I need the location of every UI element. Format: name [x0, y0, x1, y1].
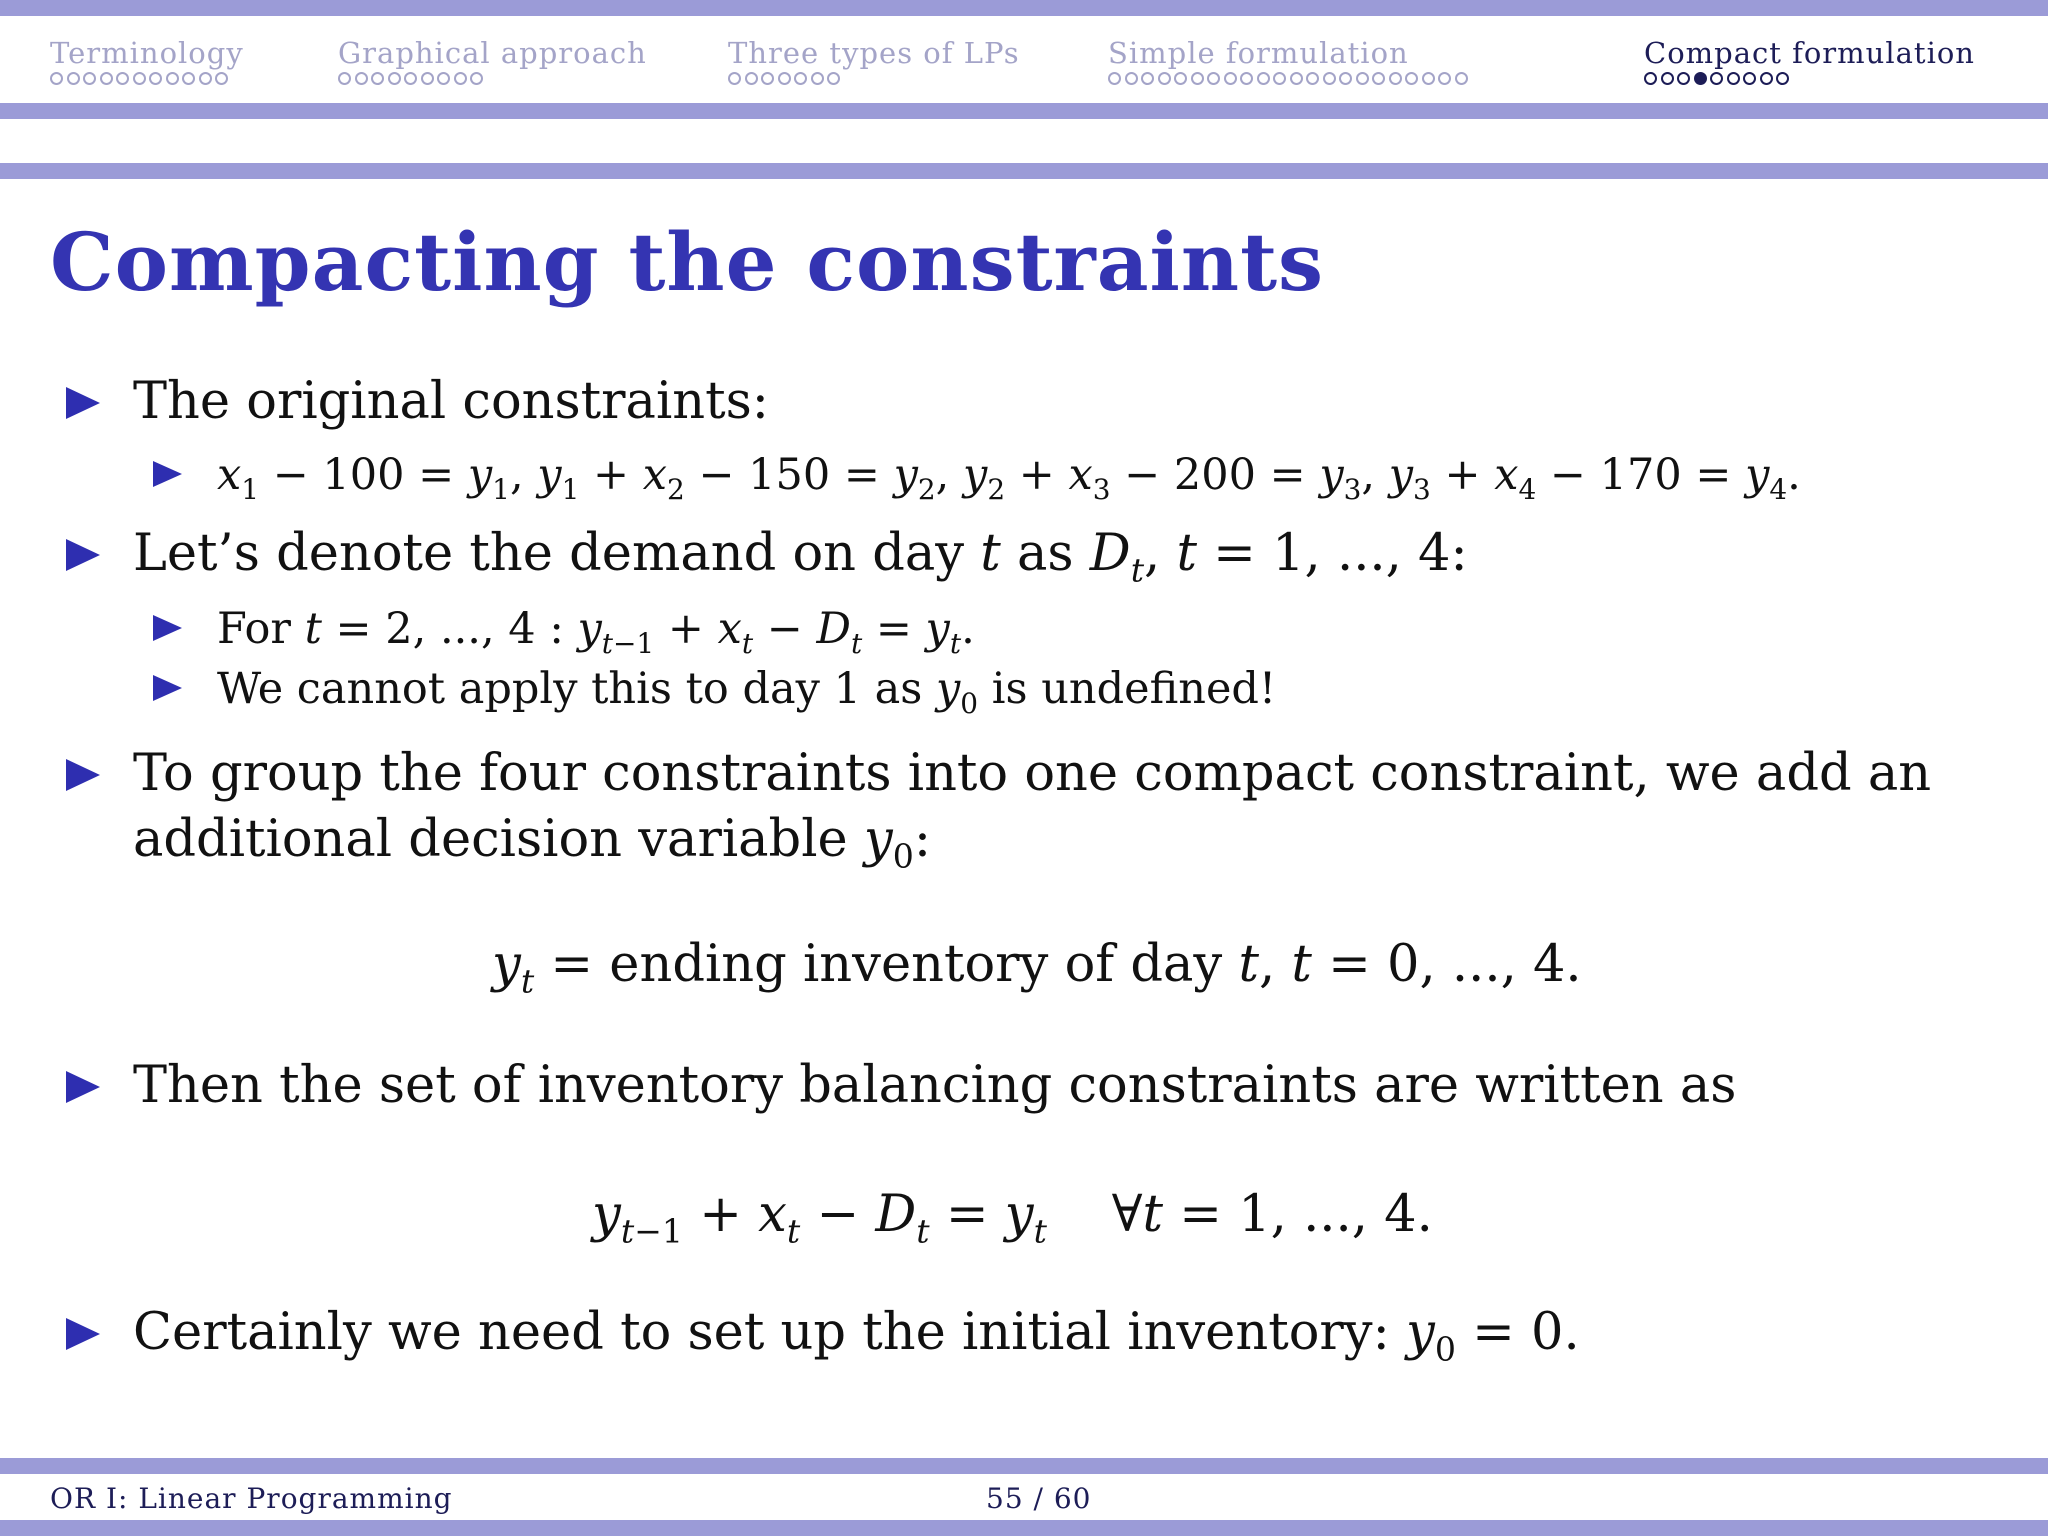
nav-frame-dot-icon[interactable]	[1191, 72, 1204, 85]
nav-frame-dot-icon[interactable]	[371, 72, 384, 85]
nav-section-label: Simple formulation	[1108, 36, 1409, 70]
bullet-icon	[153, 675, 182, 701]
nav-dots	[50, 72, 244, 85]
nav-frame-dot-icon[interactable]	[761, 72, 774, 85]
nav-section-label: Three types of LPs	[728, 36, 1020, 70]
nav-frame-dot-icon[interactable]	[404, 72, 417, 85]
display-equation-ending-inventory: $y_t$ = ending inventory of day t, t = 0, ..., 4.	[492, 935, 1582, 1001]
nav-frame-dot-icon[interactable]	[1141, 72, 1154, 85]
nav-frame-dot-icon[interactable]	[1776, 72, 1789, 85]
title-band	[0, 163, 2048, 179]
footer-course-title: OR I: Linear Programming	[50, 1482, 453, 1515]
bullet-group-constraints-continued: additional decision variable $y_0$:	[133, 810, 932, 876]
nav-frame-dot-icon[interactable]	[149, 72, 162, 85]
nav-frame-dot-icon[interactable]	[100, 72, 113, 85]
bullet-icon	[153, 615, 182, 641]
nav-frame-dot-icon[interactable]	[1372, 72, 1385, 85]
display-equation-balance: $y_{t-1} + x_t - D_t = y_t$ ∀t = 1, ..., 4.	[592, 1185, 1433, 1251]
bullet-group-constraints-text: additional decision variable	[133, 810, 848, 869]
nav-section-label: Graphical approach	[338, 36, 647, 70]
nav-frame-dot-icon[interactable]	[1438, 72, 1451, 85]
bullet-icon	[66, 1071, 100, 1103]
nav-frame-dot-icon[interactable]	[778, 72, 791, 85]
nav-section-label: Compact formulation	[1644, 36, 1975, 70]
nav-frame-dot-icon[interactable]	[50, 72, 63, 85]
nav-frame-dot-icon[interactable]	[1290, 72, 1303, 85]
bullet-original-constraints: The original constraints:	[133, 372, 769, 431]
footer-page-number: 55 / 60	[986, 1482, 1092, 1515]
nav-frame-dot-icon[interactable]	[355, 72, 368, 85]
nav-dots	[728, 72, 1020, 85]
bullet-icon	[66, 539, 100, 571]
nav-frame-dot-icon[interactable]	[1174, 72, 1187, 85]
nav-dots	[338, 72, 647, 85]
nav-frame-dot-icon[interactable]	[67, 72, 80, 85]
nav-frame-dot-icon[interactable]	[166, 72, 179, 85]
nav-frame-dot-icon[interactable]	[1240, 72, 1253, 85]
nav-frame-dot-icon[interactable]	[1389, 72, 1402, 85]
nav-frame-dot-icon[interactable]	[437, 72, 450, 85]
nav-frame-dot-icon[interactable]	[1339, 72, 1352, 85]
nav-section-three-types[interactable]	[728, 38, 1020, 85]
nav-frame-dot-icon[interactable]	[794, 72, 807, 85]
nav-section-compact-formulation[interactable]	[1644, 38, 1975, 85]
nav-frame-dot-icon[interactable]	[1694, 72, 1707, 85]
slide-title: Compacting the constraints	[50, 215, 1325, 309]
nav-frame-dot-icon[interactable]	[1422, 72, 1435, 85]
nav-frame-dot-icon[interactable]	[1455, 72, 1468, 85]
bullet-icon	[153, 461, 182, 487]
footer-bar-top	[0, 1458, 2048, 1474]
nav-frame-dot-icon[interactable]	[728, 72, 741, 85]
bullet-initial-inventory-text: Certainly we need to set up the initial inventory:	[133, 1303, 1390, 1362]
nav-frame-dot-icon[interactable]	[811, 72, 824, 85]
nav-frame-dot-icon[interactable]	[745, 72, 758, 85]
header-bar-top	[0, 0, 2048, 16]
nav-section-simple-formulation[interactable]	[1108, 38, 1468, 85]
nav-frame-dot-icon[interactable]	[1273, 72, 1286, 85]
nav-frame-dot-icon[interactable]	[1257, 72, 1270, 85]
bullet-icon	[66, 759, 100, 791]
nav-frame-dot-icon[interactable]	[1158, 72, 1171, 85]
nav-frame-dot-icon[interactable]	[1108, 72, 1121, 85]
nav-frame-dot-icon[interactable]	[1661, 72, 1674, 85]
bullet-group-constraints: To group the four constraints into one compact constraint, we add an	[133, 744, 1932, 803]
nav-section-graphical-approach[interactable]	[338, 38, 647, 85]
nav-frame-dot-icon[interactable]	[388, 72, 401, 85]
nav-frame-dot-icon[interactable]	[83, 72, 96, 85]
nav-frame-dot-icon[interactable]	[1323, 72, 1336, 85]
nav-frame-dot-icon[interactable]	[454, 72, 467, 85]
nav-frame-dot-icon[interactable]	[338, 72, 351, 85]
nav-frame-dot-icon[interactable]	[116, 72, 129, 85]
bullet-inventory-balancing: Then the set of inventory balancing constraints are written as	[133, 1056, 1737, 1115]
nav-frame-dot-icon[interactable]	[182, 72, 195, 85]
sub-bullet-day-one: We cannot apply this to day 1 as $y_0$ is undefined!	[217, 664, 1277, 720]
nav-frame-dot-icon[interactable]	[1644, 72, 1657, 85]
nav-section-label: Terminology	[50, 36, 244, 70]
nav-frame-dot-icon[interactable]	[1760, 72, 1773, 85]
nav-frame-dot-icon[interactable]	[215, 72, 228, 85]
original-constraints-equation: $x_1 - 100 = y_1$, $y_1 + x_2 - 150 = y_2$, $y_2 + x_3 - 200 = y_3$, $y_3 + x_4 - 170 = y_4$.	[217, 450, 1801, 506]
nav-frame-dot-icon[interactable]	[133, 72, 146, 85]
nav-frame-dot-icon[interactable]	[1677, 72, 1690, 85]
bullet-initial-inventory: Certainly we need to set up the initial inventory: $y_0 = 0$.	[133, 1303, 1580, 1369]
bullet-icon	[66, 1318, 100, 1350]
nav-frame-dot-icon[interactable]	[1743, 72, 1756, 85]
nav-frame-dot-icon[interactable]	[421, 72, 434, 85]
nav-frame-dot-icon[interactable]	[1125, 72, 1138, 85]
nav-frame-dot-icon[interactable]	[827, 72, 840, 85]
nav-dots	[1644, 72, 1975, 85]
sub-bullet-for-t: For t = 2, ..., 4 : $y_{t-1} + x_t - D_t = y_t$.	[217, 604, 975, 660]
nav-section-terminology[interactable]	[50, 38, 244, 85]
nav-frame-dot-icon[interactable]	[1405, 72, 1418, 85]
nav-frame-dot-icon[interactable]	[1306, 72, 1319, 85]
header-bar-bottom	[0, 103, 2048, 119]
nav-frame-dot-icon[interactable]	[1727, 72, 1740, 85]
nav-frame-dot-icon[interactable]	[1207, 72, 1220, 85]
footer-bar-bottom	[0, 1520, 2048, 1536]
bullet-icon	[66, 387, 100, 419]
nav-frame-dot-icon[interactable]	[1224, 72, 1237, 85]
nav-frame-dot-icon[interactable]	[1710, 72, 1723, 85]
nav-dots	[1108, 72, 1468, 85]
nav-frame-dot-icon[interactable]	[470, 72, 483, 85]
bullet-demand-definition: Let’s denote the demand on day t as $D_t$, t = 1, ..., 4:	[133, 524, 1468, 590]
nav-frame-dot-icon[interactable]	[199, 72, 212, 85]
nav-frame-dot-icon[interactable]	[1356, 72, 1369, 85]
